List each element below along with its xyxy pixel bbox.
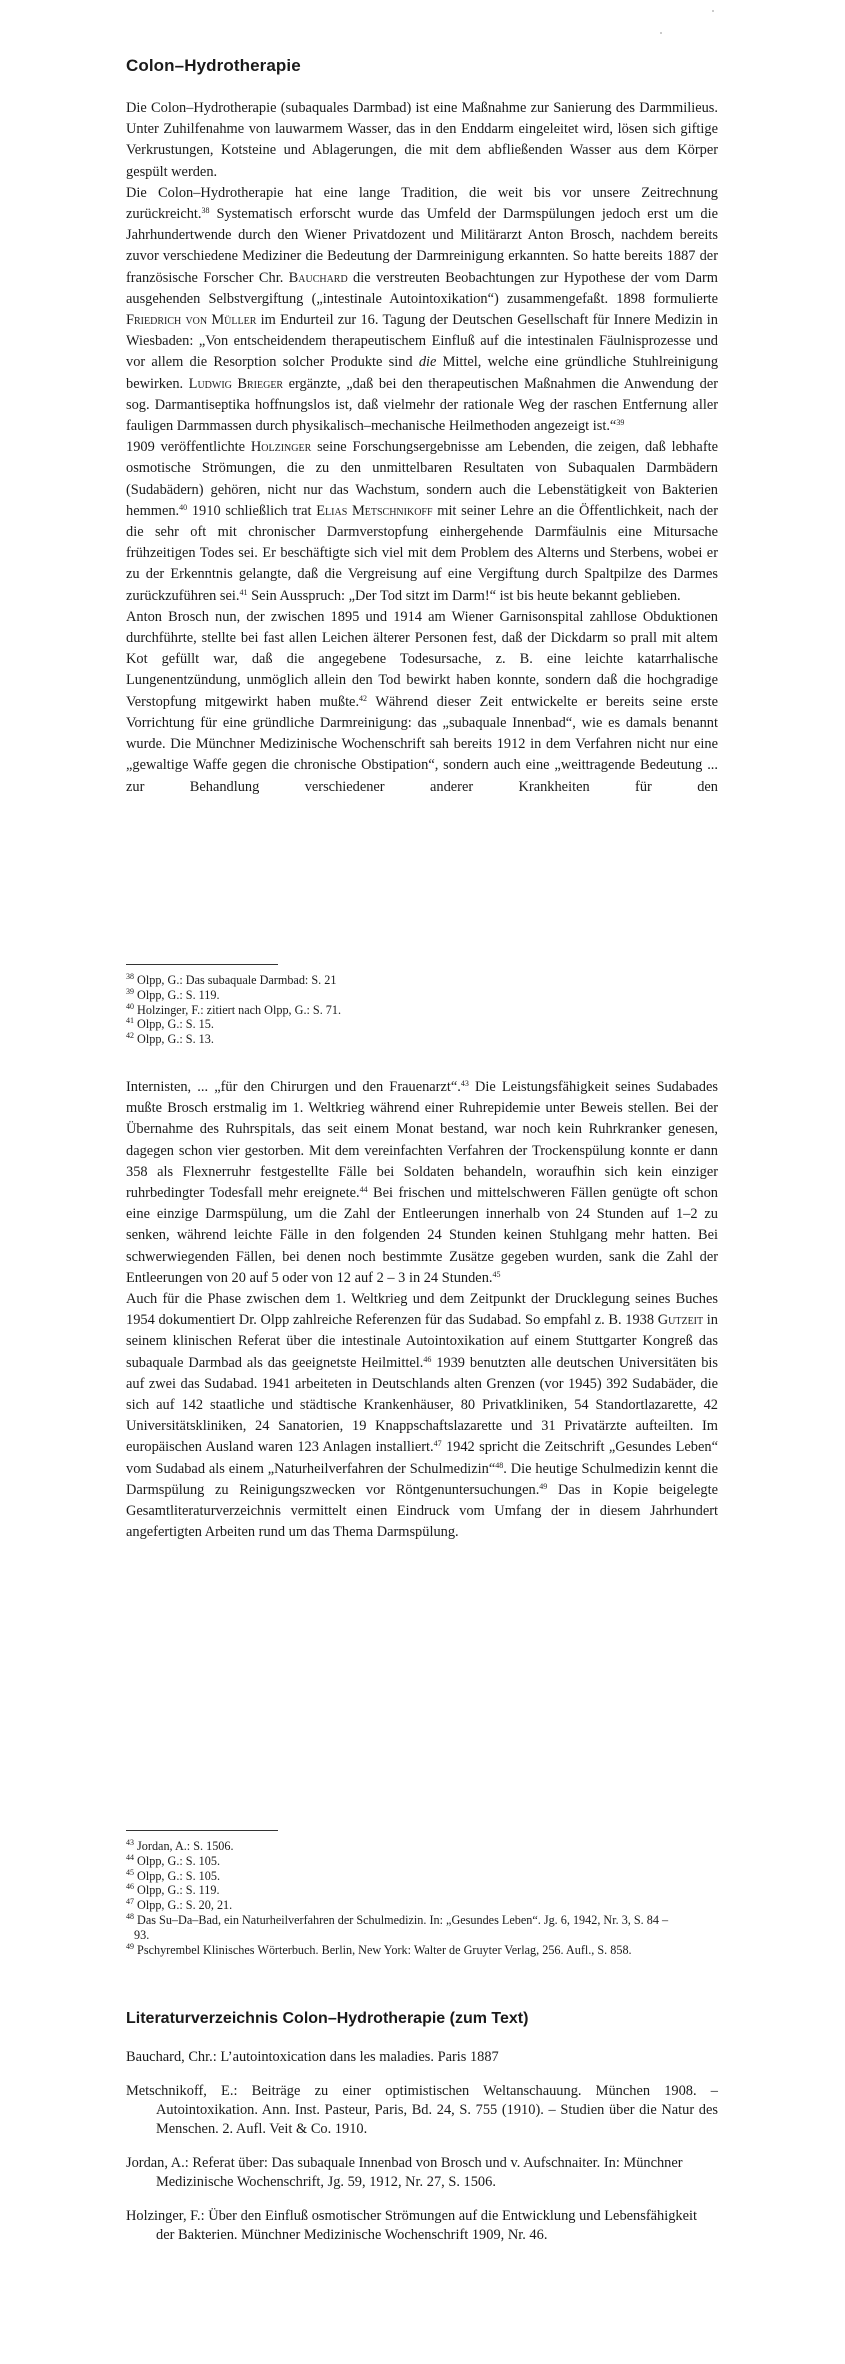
page-1-text bbox=[126, 56, 718, 798]
author-name: Bauchard bbox=[288, 269, 348, 286]
text-run: mit seiner Lehre an die Öffentlichkeit, nach der die sehr oft mit chronischer Darmverstopfung einhergehende Darmfäulnis eine Mitursache frühzeitigen Todes sei. Er beschäftigte sich viel mit dem Problem des Alterns und Sterbens, wobei er zu der Erkenntnis gelangte, daß die Vergreisung auf eine Vergiftung durch Spaltpilze des Darmes zurückzuführen sei. bbox=[126, 502, 718, 604]
footnote-ref[interactable]: 47 bbox=[433, 1439, 442, 1449]
literature-section bbox=[0, 1960, 845, 2364]
footnotes bbox=[126, 1830, 718, 1957]
footnote bbox=[126, 1003, 718, 1018]
footnote bbox=[126, 1854, 718, 1869]
text-run: Systematisch erforscht wurde das Umfeld der Darmspülungen jedoch erst um die Jahrhundertwende durch den Wiener Privatdozent und Militärarzt Anton Brosch, nachdem bereits zuvor verschiedene Mediziner die Bedeutung der Darmreinigung erkannten. So hatte bereits 1887 der französische Forscher Chr. bbox=[126, 206, 718, 286]
literature-title bbox=[126, 2010, 718, 2028]
text-run: 1942 spricht die Zeitschrift „Gesundes Leben“ vom Sudabad als einem „Naturheilverfahren der Schulmedizin“ bbox=[126, 1439, 718, 1477]
paragraph bbox=[126, 607, 718, 798]
footnote-ref[interactable]: 40 bbox=[179, 502, 188, 512]
footnote bbox=[126, 1869, 718, 1884]
footnote-number: 42 bbox=[126, 1031, 134, 1041]
footnote-number: 47 bbox=[126, 1897, 134, 1907]
text-run: 1910 schließlich trat bbox=[187, 502, 317, 519]
page-2 bbox=[0, 1060, 845, 1960]
footnote-divider bbox=[126, 964, 278, 965]
footnote bbox=[126, 1943, 718, 1958]
text-run: . Die heutige Schulmedizin kennt die Darmspülung zu Reinigungszwecken vor Röntgenuntersuchungen. bbox=[126, 1460, 718, 1498]
footnote-number: 48 bbox=[126, 1911, 134, 1921]
text-run: Das in Kopie beigelegte Gesamtliteraturverzeichnis vermittelt einen Eindruck vom Umfang der in diesem Jahrhundert angefertigten Arbeiten rund um das Thema Darmspülung. bbox=[126, 1481, 718, 1541]
author-name: Gutzeit bbox=[657, 1312, 704, 1329]
footnote-number: 40 bbox=[126, 1001, 134, 1011]
text-run: Die Colon–Hydrotherapie hat eine lange Tradition, die weit bis vor unsere Zeitrechnung zurückreicht. bbox=[126, 184, 718, 223]
footnote-number: 46 bbox=[126, 1882, 134, 1892]
literature-entry: Holzinger, F.: Über den Einfluß osmotischer Strömungen auf die Entwicklung und Lebensfähigkeit der Bakterien. Münchner Medizinische Wochenschrift 1909, Nr. 46. bbox=[126, 2208, 697, 2243]
emphasis: die bbox=[418, 354, 437, 371]
footnote-text: Olpp, G.: S. 105. bbox=[134, 1868, 220, 1883]
footnote-number: 38 bbox=[126, 972, 134, 981]
section-title: Colon–Hydrotherapie bbox=[126, 56, 301, 75]
literature-entry: Metschnikoff, E.: Beiträge zu einer optimistischen Weltanschauung. München 1908. – Autointoxikation. Ann. Inst. Pasteur, Paris, Bd. 24, S. 755 (1910). – Studien über die Natur des Menschen. 2. Aufl. Veit & Co. 1910. bbox=[126, 2083, 718, 2137]
footnote-ref[interactable]: 43 bbox=[460, 1079, 469, 1088]
footnote-text: Holzinger, F.: zitiert nach Olpp, G.: S. 71. bbox=[134, 1002, 342, 1017]
footnote bbox=[126, 1883, 718, 1898]
author-name: Friedrich von Müller bbox=[126, 312, 257, 329]
text-run: Bei frischen und mittelschweren Fällen genügte oft schon eine einzige Darmspülung, um die Zahl der Entleerungen innerhalb von 24 Stunden auf 1–2 zu senken, während leichte Fälle in den folgenden 24 Stunden keinen Stuhlgang mehr hatten. Bei schwerwiegenden Fällen, bei denen noch bestimmte Zusätze gegeben wurden, sank die Zahl der Entleerungen von 20 auf 5 oder von 12 auf 2 – 3 in 24 Stunden. bbox=[126, 1185, 718, 1286]
footnote-ref[interactable]: 39 bbox=[616, 418, 625, 428]
footnote-number: 41 bbox=[126, 1016, 134, 1026]
author-name: Ludwig Brieger bbox=[188, 375, 284, 392]
footnote-text: Olpp, G.: S. 119. bbox=[134, 987, 220, 1002]
footnote-text: Jordan, A.: S. 1506. bbox=[134, 1839, 234, 1853]
text-run: seine Forschungsergebnisse am Lebenden, die zeigen, daß lebhafte osmotische Strömungen, die zu den unmittelbaren Resultaten von Subaqualen Darmbädern (Sudabädern) gehören, nicht nur das Wachstum, sondern auch die Lebenstätigkeit von Bakterien hemmen. bbox=[126, 439, 719, 519]
footnote-number: 44 bbox=[126, 1852, 134, 1862]
footnote bbox=[126, 988, 718, 1003]
footnote-continuation bbox=[126, 1928, 718, 1943]
text-run: Während dieser Zeit entwickelte er bereits seine erste Vorrichtung für eine gründliche Darmreinigung: das „subaquale Innenbad“, wie es damals benannt wurde. Die Münchner Medizinische Wochenschrift sah bereits 1912 in dem Verfahren nicht nur eine „gewaltige Waffe gegen die chronische Obstipation“, sondern auch eine „weittragende Bedeutung ... zur Behandlung verschiedener anderer Krankheiten für den bbox=[126, 693, 718, 795]
footnote-text: Olpp, G.: S. 105. bbox=[134, 1853, 220, 1868]
footnote-number: 45 bbox=[126, 1867, 134, 1877]
literature-title-main: Literaturverzeichnis Colon–Hydrotherapie bbox=[126, 2010, 446, 2027]
footnote-ref[interactable]: 46 bbox=[423, 1354, 432, 1364]
text-run: ergänzte, „daß bei den therapeutischen Maßnahmen die Anwendung der sog. Darmantiseptika hoffnungslos ist, daß vielmehr der rationale Weg der raschen Entfernung aller fauligen Darmmassen durch physikalisch–mechanische Heilmethoden angezeigt ist.“ bbox=[126, 375, 718, 435]
text-run: Anton Brosch nun, der zwischen 1895 und 1914 am Wiener Garnisonspital zahllose Obduktionen durchführte, stellte bei fast allen Leichen älterer Personen fest, daß der Dickdarm so prall mit altem Kot gefüllt war, daß die angegebene Todesursache, z. B. eine leichte katarrhalische Lungenentzündung, unmöglich allein den Tod bewirkt haben konnte, sondern daß die hochgradige Verstopfung mitgewirkt haben mußte. bbox=[126, 608, 718, 710]
footnote-text: Olpp, G.: S. 15. bbox=[134, 1017, 214, 1032]
footnote-ref[interactable]: 44 bbox=[359, 1185, 368, 1195]
footnote-ref[interactable]: 41 bbox=[239, 587, 248, 597]
text-run: Auch für die Phase zwischen dem 1. Weltkrieg und dem Zeitpunkt der Drucklegung seines Buches 1954 dokumentiert Dr. Olpp zahlreiche Referenzen für das Sudabad. So empfahl z. B. 1938 bbox=[126, 1291, 718, 1329]
paragraph-text: Die Colon–Hydrotherapie (subaquales Darmbad) ist eine Maßnahme zur Sanierung des Darmmilieus. Unter Zuhilfenahme von lauwarmem Wasser, das in den Enddarm eingeleitet wird, lösen sich giftige Verkrustungen, Kotsteine und Ablagerungen, die mit dem abfließenden Wasser aus dem Körper gespült werden. bbox=[126, 100, 718, 180]
paragraph bbox=[126, 98, 718, 183]
literature-entry: Bauchard, Chr.: L’autointoxication dans les maladies. Paris 1887 bbox=[126, 2049, 499, 2065]
footnote-text: 93. bbox=[134, 1927, 150, 1942]
literature-title-suffix: (zum Text) bbox=[445, 2010, 529, 2027]
footnote-text: Olpp, G.: Das subaquale Darmbad: S. 21 bbox=[134, 973, 337, 987]
text-run: Mittel, welche eine gründliche Stuhlreinigung bewirken. bbox=[126, 354, 719, 392]
text-run: Sein Ausspruch: „Der Tod sitzt im Darm!“ ist bis heute bekannt geblieben. bbox=[247, 587, 681, 604]
footnote bbox=[126, 1839, 718, 1854]
text-run: in seinem klinischen Referat über die intestinale Autointoxikation auf einem Stuttgarter Kongreß das subaquale Darmbad als das geeignetste Heilmittel. bbox=[126, 1312, 718, 1371]
footnote-ref[interactable]: 42 bbox=[359, 693, 368, 703]
footnote-divider bbox=[126, 1830, 278, 1831]
footnote-text: Das Su–Da–Bad, ein Naturheilverfahren der Schulmedizin. In: „Gesundes Leben“. Jg. 6, 1942, Nr. 3, S. 84 – bbox=[134, 1912, 669, 1927]
footnote-ref[interactable]: 48 bbox=[495, 1460, 504, 1470]
footnote bbox=[126, 1913, 718, 1928]
footnote-number: 49 bbox=[126, 1941, 134, 1951]
scan-speck bbox=[660, 32, 662, 34]
paragraph bbox=[126, 1077, 718, 1289]
footnote-number: 39 bbox=[126, 986, 134, 996]
footnote-text: Olpp, G.: S. 13. bbox=[134, 1032, 214, 1047]
literature-list bbox=[126, 2010, 718, 2245]
page-1 bbox=[0, 0, 845, 1060]
footnote-text: Olpp, G.: S. 20, 21. bbox=[134, 1898, 233, 1913]
text-run: Die Leistungsfähigkeit seines Sudabades mußte Brosch erstmalig im 1. Weltkrieg während einer Ruhrepidemie unter Beweis stellen. Bei der Übernahme des Ruhrspitals, das seit einem Monat bestand, war noch kein Ruhrkranker genesen, dagegen schon vier gestorben. Mit dem vereinfachten Verfahren der Trockenspülung konnte er dann 358 als Flexnerruhr festgestellte Fälle bei Soldaten behandeln, woraufhin sich kein einziger ruhrbedingter Todesfall mehr ereignete. bbox=[126, 1079, 718, 1202]
paragraph bbox=[126, 1289, 718, 1543]
text-run: im Endurteil zur 16. Tagung der Deutschen Gesellschaft für Innere Medizin in Wiesbaden: „Von entscheidendem therapeutischem Einfluß auf die intestinalen Fäulnisprozesse und vor allem die Resorption solcher Produkte sind bbox=[126, 312, 718, 371]
paragraph bbox=[126, 437, 718, 607]
footnote-ref[interactable]: 45 bbox=[492, 1269, 501, 1279]
footnote bbox=[126, 1032, 718, 1047]
footnote-ref[interactable]: 49 bbox=[539, 1481, 548, 1491]
literature-entry: Jordan, A.: Referat über: Das subaquale Innenbad von Brosch und v. Aufschnaiter. In: Münchner Medizinische Wochenschrift, Jg. 59, 1912, Nr. 27, S. 1506. bbox=[126, 2155, 683, 2190]
author-name: Holzinger bbox=[250, 439, 312, 456]
footnotes bbox=[126, 964, 718, 1047]
scan-speck bbox=[712, 10, 714, 12]
text-run: 1939 benutzten alle deutschen Universitäten bis auf zwei das Sudabad. 1941 arbeiteten in Deutschlands alten Grenzen (vor 1945) 392 Sudabäder, die sich auf 142 staatliche und städtische Krankenhäuser, 80 Privatkliniken, 54 Standortlazarette, 42 Universitätskliniken, 24 Sanatorien, 19 Knappschaftslazarette und 31 Privatärzte aufteilten. Im europäischen Ausland waren 123 Anlagen installiert. bbox=[126, 1354, 718, 1456]
page-2-text bbox=[126, 1077, 718, 1543]
footnote-text: Pschyrembel Klinisches Wörterbuch. Berlin, New York: Walter de Gruyter Verlag, 256. Aufl., S. 858. bbox=[134, 1942, 632, 1957]
footnote-ref[interactable]: 38 bbox=[201, 206, 210, 216]
author-name: Elias Metschnikoff bbox=[316, 502, 433, 519]
text-run: die verstreuten Beobachtungen zur Hypothese der vom Darm ausgehenden Selbstvergiftung („intestinale Autointoxikation“) zusammengefaßt. 1898 formulierte bbox=[126, 269, 718, 307]
text-run: Internisten, ... „für den Chirurgen und den Frauenarzt“. bbox=[126, 1079, 461, 1095]
text-run: 1909 veröffentlichte bbox=[126, 439, 251, 456]
footnote-number: 43 bbox=[126, 1838, 134, 1847]
footnote bbox=[126, 1898, 718, 1913]
footnote-text: Olpp, G.: S. 119. bbox=[134, 1883, 220, 1898]
paragraph bbox=[126, 183, 718, 437]
footnote bbox=[126, 1017, 718, 1032]
footnote bbox=[126, 973, 718, 988]
